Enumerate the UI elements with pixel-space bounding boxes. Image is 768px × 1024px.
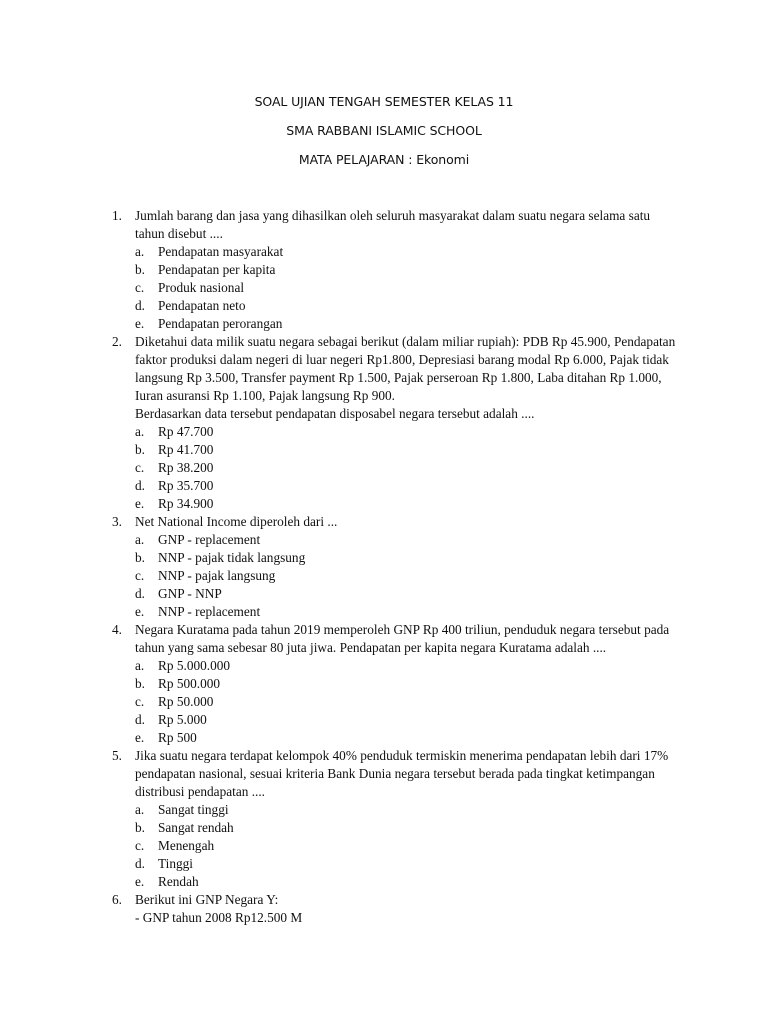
option-e [135, 315, 682, 333]
option-text: NNP - pajak langsung [158, 568, 276, 583]
option-text: Rp 41.700 [158, 442, 214, 457]
option-text: NNP - replacement [158, 604, 261, 619]
option-text: Sangat rendah [158, 820, 234, 835]
option-label: e. [135, 604, 145, 619]
option-label: d. [135, 856, 145, 871]
option-a [135, 531, 682, 549]
question-text: Negara Kuratama pada tahun 2019 memperoleh GNP Rp 400 triliun, penduduk negara tersebut pada tahun yang sama sebesar 80 juta jiwa. Pendapatan per kapita negara Kuratama adalah .... [135, 622, 670, 655]
subject-line: MATA PELAJARAN : Ekonomi [298, 152, 470, 167]
option-e [135, 603, 682, 621]
option-d [135, 855, 682, 873]
question-text: Berikut ini GNP Negara Y: [135, 892, 279, 907]
question-number: 6. [112, 892, 122, 907]
option-c [135, 693, 682, 711]
option-c [135, 279, 682, 297]
option-text: Rp 35.700 [158, 478, 214, 493]
option-d [135, 477, 682, 495]
exam-title: SOAL UJIAN TENGAH SEMESTER KELAS 11 [254, 94, 514, 109]
option-text: Rendah [158, 874, 199, 889]
question-2 [112, 333, 682, 513]
option-label: e. [135, 730, 145, 745]
option-b [135, 441, 682, 459]
option-e [135, 729, 682, 747]
option-text: Rp 47.700 [158, 424, 214, 439]
question-5 [112, 747, 682, 891]
option-label: d. [135, 478, 145, 493]
option-label: d. [135, 712, 145, 727]
question-6 [112, 891, 682, 927]
option-text: NNP - pajak tidak langsung [158, 550, 306, 565]
question-number: 4. [112, 622, 122, 637]
option-text: Pendapatan per kapita [158, 262, 276, 277]
option-text: Rp 50.000 [158, 694, 214, 709]
option-d [135, 585, 682, 603]
option-b [135, 675, 682, 693]
option-d [135, 297, 682, 315]
option-label: d. [135, 586, 145, 601]
question-number: 2. [112, 334, 122, 349]
option-list [135, 801, 682, 891]
question-prompt: Berdasarkan data tersebut pendapatan disposabel negara tersebut adalah .... [135, 406, 535, 421]
option-text: Menengah [158, 838, 215, 853]
option-label: a. [135, 244, 145, 259]
question-text: Net National Income diperoleh dari ... [135, 514, 338, 529]
option-text: Tinggi [158, 856, 193, 871]
option-label: a. [135, 658, 145, 673]
option-text: Produk nasional [158, 280, 245, 295]
option-label: c. [135, 838, 145, 853]
option-b [135, 261, 682, 279]
option-a [135, 243, 682, 261]
question-text: Diketahui data milik suatu negara sebagai berikut (dalam miliar rupiah): PDB Rp 45.900, Pendapatan faktor produksi dalam negeri di luar negeri Rp1.800, Depresiasi barang modal Rp 6.000, Pajak tidak langsung Rp 3.500, Transfer payment Rp 1.500, Pajak perseroan Rp 1.800, Laba ditahan Rp 1.000, Iuran asuransi Rp 1.100, Pajak langsung Rp 900. [135, 334, 676, 403]
option-text: GNP - NNP [158, 586, 222, 601]
option-text: Rp 500 [158, 730, 197, 745]
option-label: b. [135, 262, 145, 277]
question-3 [112, 513, 682, 621]
question-number: 1. [112, 208, 122, 223]
option-text: Rp 500.000 [158, 676, 221, 691]
option-text: GNP - replacement [158, 532, 261, 547]
option-b [135, 819, 682, 837]
option-c [135, 837, 682, 855]
question-text: Jika suatu negara terdapat kelompok 40% penduduk termiskin menerima pendapatan lebih dari 17% pendapatan nasional, sesuai kriteria Bank Dunia negara tersebut berada pada tingkat ketimpangan distribusi pendapatan .... [135, 748, 669, 799]
option-label: b. [135, 442, 145, 457]
option-c [135, 567, 682, 585]
school-name: SMA RABBANI ISLAMIC SCHOOL [286, 123, 482, 138]
option-label: b. [135, 550, 145, 565]
option-a [135, 801, 682, 819]
option-text: Rp 38.200 [158, 460, 214, 475]
option-list [135, 423, 682, 513]
question-number: 5. [112, 748, 122, 763]
option-text: Sangat tinggi [158, 802, 229, 817]
option-label: a. [135, 802, 145, 817]
option-text: Pendapatan masyarakat [158, 244, 284, 259]
option-text: Pendapatan neto [158, 298, 246, 313]
option-a [135, 657, 682, 675]
option-a [135, 423, 682, 441]
option-e [135, 495, 682, 513]
option-label: e. [135, 496, 145, 511]
question-number: 3. [112, 514, 122, 529]
option-label: c. [135, 280, 145, 295]
option-text: Rp 5.000.000 [158, 658, 231, 673]
option-text: Pendapatan perorangan [158, 316, 283, 331]
option-text: Rp 34.900 [158, 496, 214, 511]
option-label: d. [135, 298, 145, 313]
option-text: Rp 5.000 [158, 712, 207, 727]
option-list [135, 531, 682, 621]
question-list [112, 207, 682, 927]
option-list [135, 657, 682, 747]
question-1 [112, 207, 682, 333]
option-label: b. [135, 676, 145, 691]
question-data-line: - GNP tahun 2008 Rp12.500 M [135, 910, 303, 925]
option-list [135, 243, 682, 333]
option-label: a. [135, 424, 145, 439]
question-text: Jumlah barang dan jasa yang dihasilkan oleh seluruh masyarakat dalam suatu negara selama satu tahun disebut .... [135, 208, 651, 241]
option-label: e. [135, 874, 145, 889]
option-label: c. [135, 460, 145, 475]
option-label: e. [135, 316, 145, 331]
question-4 [112, 621, 682, 747]
option-label: c. [135, 568, 145, 583]
option-c [135, 459, 682, 477]
option-e [135, 873, 682, 891]
option-label: b. [135, 820, 145, 835]
option-b [135, 549, 682, 567]
option-d [135, 711, 682, 729]
option-label: a. [135, 532, 145, 547]
option-label: c. [135, 694, 145, 709]
